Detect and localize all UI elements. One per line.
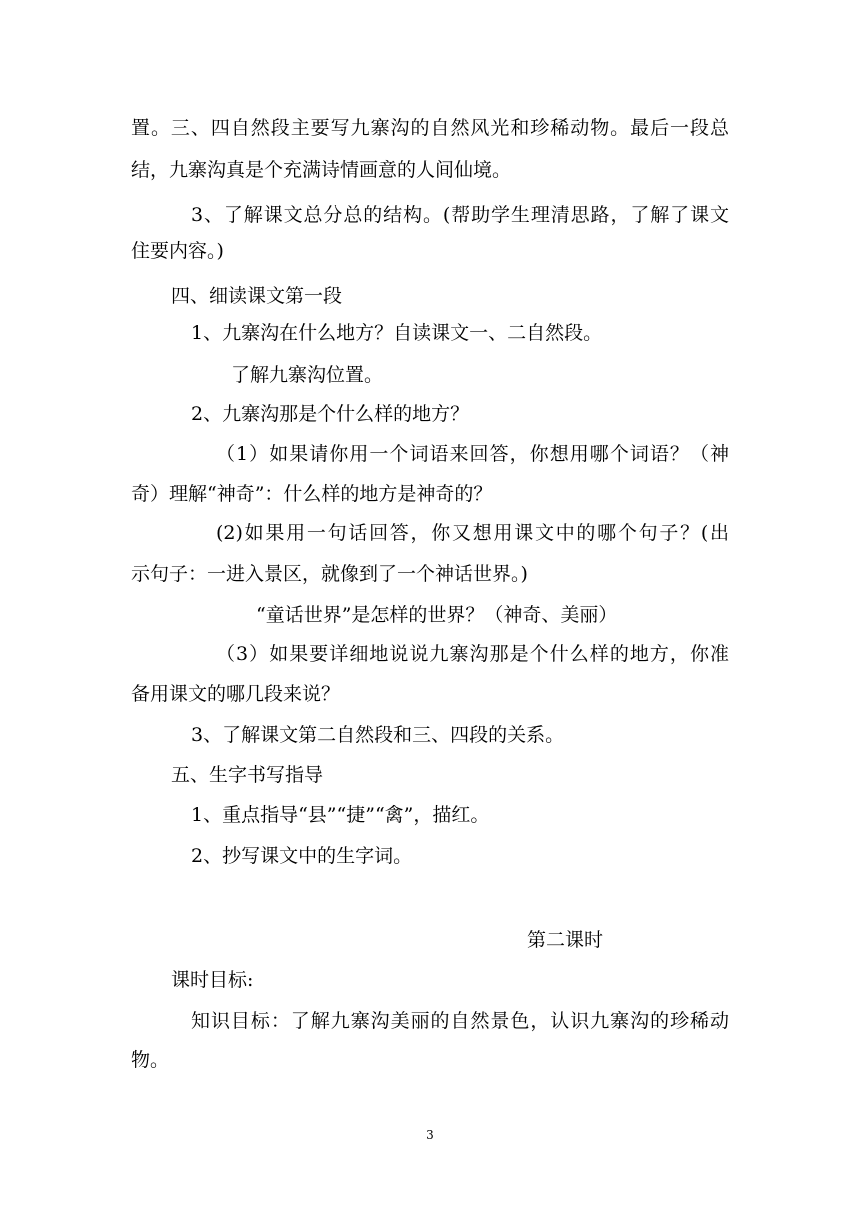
text-line: 奇）理解“神奇”：什么样的地方是神奇的？ — [131, 483, 493, 505]
text-line: 住要内容。) — [131, 240, 224, 262]
text-line: 3、了解课文第二自然段和三、四段的关系。 — [191, 724, 565, 746]
section-heading: 四、细读课文第一段 — [171, 285, 343, 307]
text-line: （3）如果要详细地说说九寨沟那是个什么样的地方，你准 — [216, 643, 729, 665]
text-line: 知识目标：了解九寨沟美丽的自然景色，认识九寨沟的珍稀动 — [191, 1010, 729, 1032]
text-line: “童话世界”是怎样的世界？（神奇、美丽） — [256, 604, 618, 626]
text-line: 置。三、四自然段主要写九寨沟的自然风光和珍稀动物。最后一段总 — [131, 117, 729, 139]
text-line: 物。 — [131, 1049, 170, 1071]
text-line: (2)如果用一句话回答，你又想用课文中的哪个句子？(出 — [216, 522, 729, 544]
lesson-title: 第二课时 — [527, 929, 604, 951]
text-line: 结，九寨沟真是个充满诗情画意的人间仙境。 — [131, 159, 512, 181]
section-heading: 五、生字书写指导 — [171, 764, 324, 786]
text-line: 示句子：一进入景区，就像到了一个神话世界。) — [131, 563, 528, 585]
text-line: 1、九寨沟在什么地方？自读课文一、二自然段。 — [191, 322, 603, 344]
text-line: 2、抄写课文中的生字词。 — [191, 845, 413, 867]
text-line: 了解九寨沟位置。 — [231, 364, 384, 386]
text-line: 3、了解课文总分总的结构。(帮助学生理清思路，了解了课文 — [191, 204, 729, 226]
section-heading: 课时目标: — [171, 969, 254, 991]
text-line: 2、九寨沟那是个什么样的地方？ — [191, 403, 470, 425]
text-line: 备用课文的哪几段来说？ — [131, 683, 341, 705]
page-number: 3 — [426, 1128, 434, 1142]
text-line: 1、重点指导“县”“捷”“禽”，描红。 — [191, 804, 490, 826]
text-line: （1）如果请你用一个词语来回答，你想用哪个词语？（神 — [216, 443, 729, 465]
